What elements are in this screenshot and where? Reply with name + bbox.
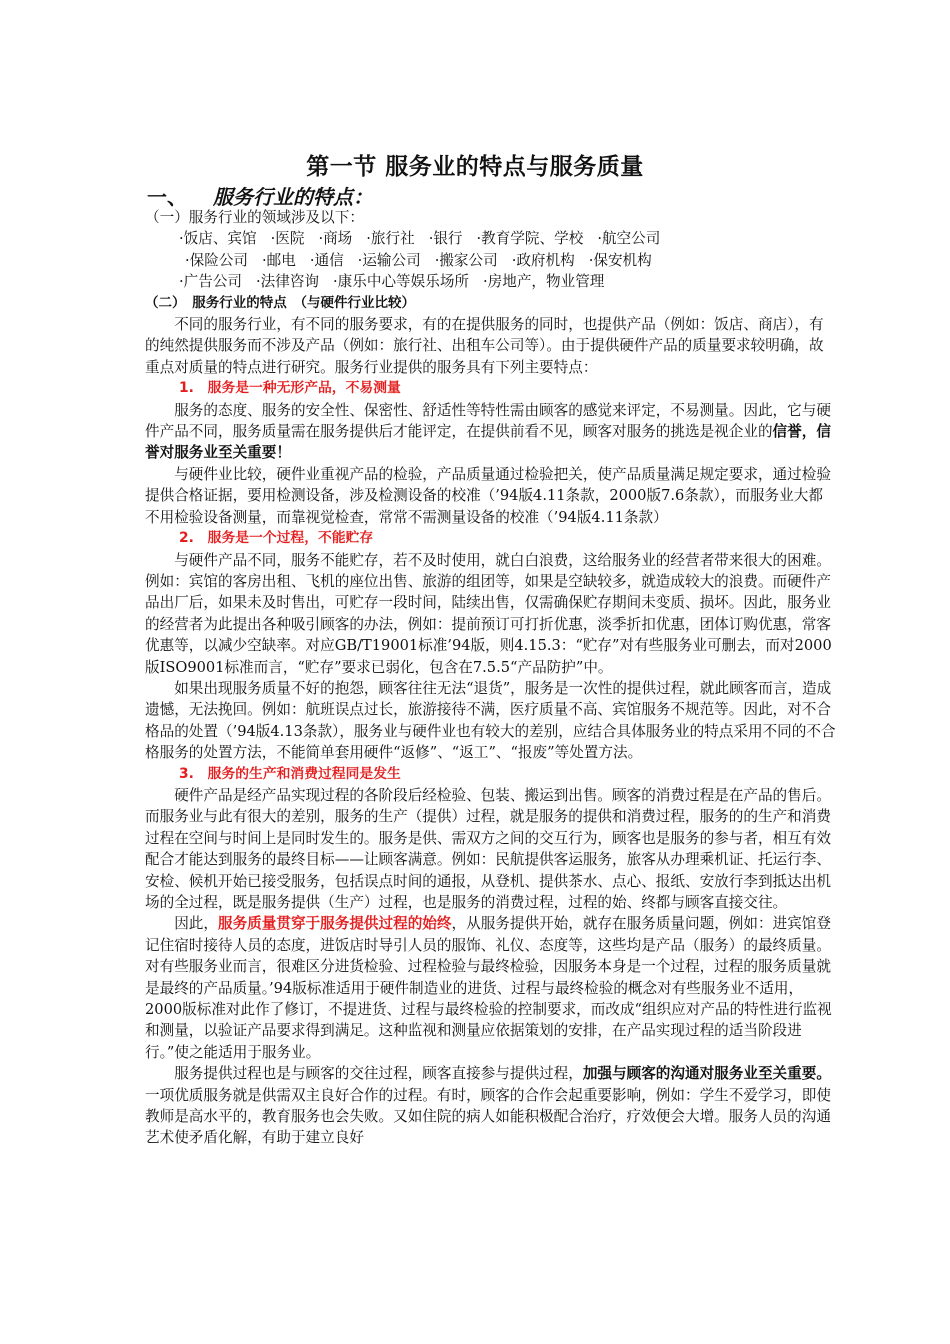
paragraph: 与硬件业比较，硬件业重视产品的检验，产品质量通过检验把关，使产品质量满足规定要求，通过检验提供合格证据，要用检测设备，涉及检测设备的校准（’94版4.11条款，2000版7.6条款），而服务业大都不用检验设备测量，而靠视觉检查，常常不需测量设备的校准（’94版4.11条款） bbox=[145, 465, 831, 526]
subheading-features: （二） 服务行业的特点 （与硬件行业比较） bbox=[145, 294, 415, 311]
text-run: 服务的态度、服务的安全性、保密性、舒适性等特性需由顾客的感觉来评定，不易测量。因此，它与硬件产品不同，服务质量需在服务提供后才能评定，在提供前看不见，顾客对服务的挑选是视企业的 bbox=[145, 401, 831, 441]
document-body bbox=[145, 207, 837, 1149]
service-item: ·航空公司 bbox=[597, 230, 661, 248]
services-row bbox=[179, 271, 837, 292]
section-heading-text: 服务行业的特点： bbox=[213, 185, 373, 209]
service-item: ·保险公司 bbox=[185, 251, 249, 269]
services-row bbox=[179, 228, 837, 249]
service-item: ·教育学院、学校 bbox=[476, 230, 584, 248]
page-title: 第一节 服务业的特点与服务质量 bbox=[306, 154, 644, 180]
text-run: 因此， bbox=[174, 915, 218, 933]
service-item: ·广告公司 bbox=[179, 273, 243, 291]
paragraph: 硬件产品是经产品实现过程的各阶段后经检验、包装、搬运到出售。顾客的消费过程是在产品的售后。而服务业与此有很大的差别，服务的生产（提供）过程，就是服务的提供和消费过程，服务的的生产和消费过程在空间与时间上是同时发生的。服务是供、需双方之间的交互行为，顾客也是服务的参与者，相互有效配合才能达到服务的最终目标——让顾客满意。例如：民航提供客运服务，旅客从办理乘机证、托运行李、安检、候机开始已接受服务，包括误点时间的通报，从登机、提供茶水、点心、报纸、安放行李到抵达出机场的全过程，既是服务提供（生产）过程，也是服务的消费过程，过程的始、终都与顾客直接交往。 bbox=[145, 786, 831, 911]
bold-text: 加强与顾客的沟通对服务业至关重要。 bbox=[582, 1065, 831, 1083]
paragraph bbox=[145, 913, 837, 1063]
services-list bbox=[145, 228, 837, 292]
paragraph bbox=[145, 1063, 837, 1149]
service-item: ·银行 bbox=[428, 230, 463, 248]
paragraph: 与硬件产品不同，服务不能贮存，若不及时使用，就白白浪费，这给服务业的经营者带来很大的困难。例如：宾馆的客房出租、飞机的座位出售、旅游的组团等，如果是空缺较多，就造成较大的浪费。而硬件产品出厂后，如果未及时售出，可贮存一段时间，陆续出售，仅需确保贮存期间未变质、损坏。因此，服务业的经营者为此提出各种吸引顾客的办法，例如：提前预订可打折优惠，淡季折扣优惠，团体订购优惠，常客优惠等，以减少空缺率。对应GB/T19001标准’94版，则4.15.3：“贮存”对有些服务业可删去，而对2000版ISO9001标准而言，“贮存”要求已弱化，包含在7.5.5“产品防护”中。 bbox=[145, 551, 832, 676]
service-item: ·康乐中心等娱乐场所 bbox=[333, 273, 470, 291]
subheading-domains: （一）服务行业的领域涉及以下： bbox=[145, 209, 364, 226]
section-number: 一、 bbox=[147, 185, 187, 209]
feature-heading-3: 3. 服务的生产和消费过程同是发生 bbox=[179, 765, 401, 782]
bold-text: 信誉，信誉对服务业至关重要！ bbox=[145, 423, 831, 462]
feature-heading-2: 2. 服务是一个过程，不能贮存 bbox=[179, 530, 374, 547]
service-item: ·法律咨询 bbox=[256, 273, 320, 291]
service-item: ·医院 bbox=[270, 230, 305, 248]
service-item: ·通信 bbox=[309, 251, 344, 269]
service-item: ·旅行社 bbox=[366, 230, 415, 248]
red-bold-text: 服务质量贯穿于服务提供过程的始终 bbox=[217, 915, 452, 933]
service-item: ·邮电 bbox=[262, 251, 296, 269]
service-item: ·房地产，物业管理 bbox=[483, 273, 605, 291]
feature-heading-1: 1. 服务是一种无形产品，不易测量 bbox=[179, 380, 401, 397]
paragraph: 如果出现服务质量不好的抱怨，顾客往往无法“退货”，服务是一次性的提供过程，就此顾客而言，造成遗憾，无法挽回。例如：航班误点过长，旅游接待不满，医疗质量不高、宾馆服务不规范等。因此，对不合格品的处置（’94版4.13条款），服务业与硬件业也有较大的差别，应结合具体服务业的特点采用不同的不合格服务的处置方法，不能简单套用硬件“返修”、“返工”、“报废”等处置方法。 bbox=[145, 679, 836, 762]
intro-paragraph: 不同的服务行业，有不同的服务要求，有的在提供服务的同时，也提供产品（例如：饭店、商店），有的纯然提供服务而不涉及产品（例如：旅行社、出租车公司等）。由于提供硬件产品的质量要求较明确，故重点对质量的特点进行研究。服务行业提供的服务具有下列主要特点： bbox=[145, 316, 824, 376]
service-item: ·搬家公司 bbox=[434, 251, 498, 269]
services-row bbox=[179, 250, 837, 271]
service-item: ·政府机构 bbox=[511, 251, 575, 269]
text-run: 服务提供过程也是与顾客的交往过程，顾客直接参与提供过程， bbox=[174, 1065, 583, 1083]
section-heading bbox=[147, 181, 373, 210]
text-run: 一项优质服务就是供需双主良好合作的过程。有时，顾客的合作会起重要影响，例如：学生不爱学习，即使教师是高水平的，教育服务也会失败。又如住院的病人如能积极配合治疗，疗效便会大增。服务人员的沟通艺术使矛盾化解，有助于建立良好 bbox=[145, 1086, 831, 1147]
service-item: ·运输公司 bbox=[357, 251, 421, 269]
paragraph bbox=[145, 400, 837, 464]
service-item: ·商场 bbox=[318, 230, 353, 248]
text-run: ，从服务提供开始，就存在服务质量问题，例如：进宾馆登记住宿时接待人员的态度，进饭店时导引人员的服饰、礼仪、态度等，这些均是产品（服务）的最终质量。对有些服务业而言，很难区分进货检验、过程检验与最终检验，因服务本身是一个过程，过程的服务质量就是最终的产品质量。’94版标准适用于硬件制造业的进货、过程与最终检验的概念对有些服务业不适用，2000版标准对此作了修订，不提进货、过程与最终检验的控制要求，而改成“组织应对产品的特性进行监视和测量，以验证产品要求得到满足。这种监视和测量应依据策划的安排，在产品实现过程的适当阶段进行。”使之能适用于服务业。 bbox=[145, 915, 832, 1061]
service-item: ·饭店、宾馆 bbox=[179, 230, 257, 248]
service-item: ·保安机构 bbox=[588, 251, 652, 269]
